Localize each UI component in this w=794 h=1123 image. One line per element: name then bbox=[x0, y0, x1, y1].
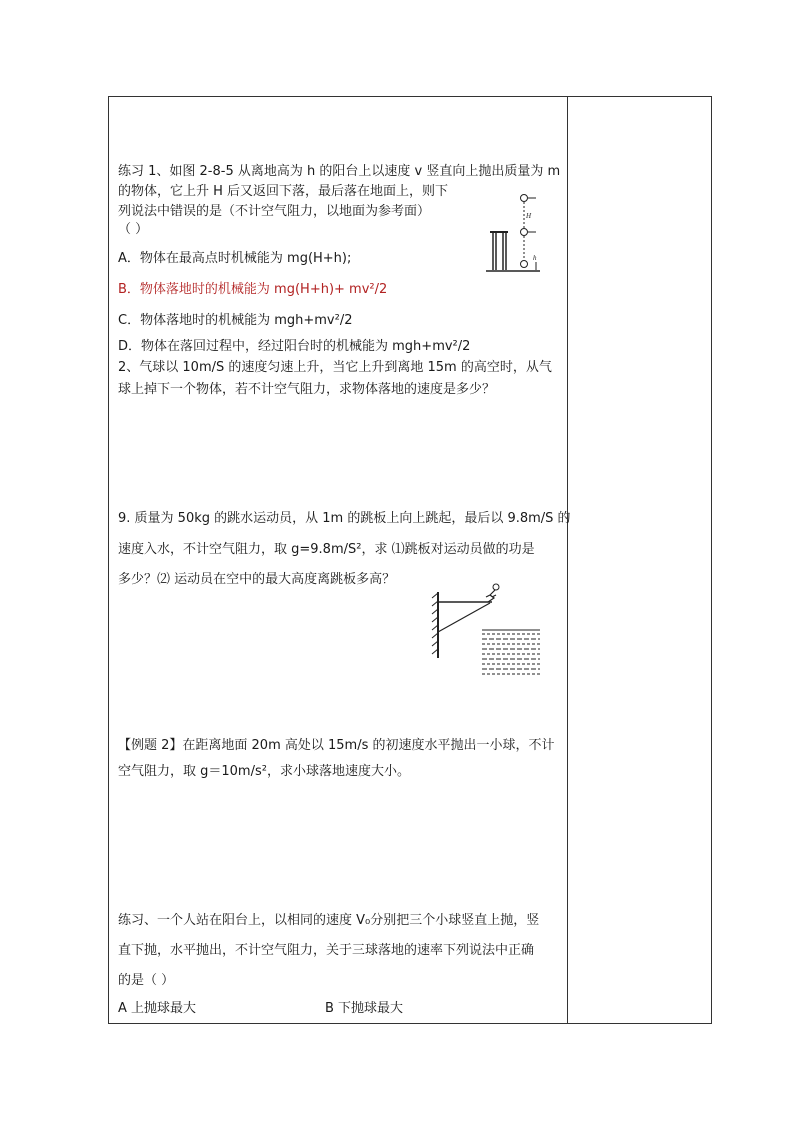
label-h: h bbox=[533, 254, 537, 262]
practice-line2: 直下抛，水平抛出，不计空气阻力，关于三球落地的速率下列说法中正确 bbox=[118, 943, 535, 958]
practice-option-a: A 上抛球最大 bbox=[118, 1001, 197, 1016]
table-frame bbox=[108, 96, 712, 1024]
example2-line1: 【例题 2】在距离地面 20m 高处以 15m/s 的初速度水平抛出一小球，不计 bbox=[118, 738, 555, 753]
exercise1-line3: 列说法中错误的是（不计空气阻力，以地面为参考面） bbox=[118, 204, 431, 219]
exercise1-option-a: A．物体在最高点时机械能为 mg(H+h); bbox=[118, 251, 352, 266]
problem9-line1: 9. 质量为 50kg 的跳水运动员，从 1m 的跳板上向上跳起，最后以 9.8m/S 的 bbox=[118, 511, 571, 526]
exercise1-option-b: B．物体落地时的机械能为 mg(H+h)+ mv²/2 bbox=[118, 282, 388, 297]
exercise1-option-d: D．物体在落回过程中，经过阳台时的机械能为 mgh+mv²/2 bbox=[118, 339, 471, 354]
practice-line1: 练习、一个人站在阳台上，以相同的速度 V₀分别把三个小球竖直上抛，竖 bbox=[118, 913, 540, 928]
exercise1-answer-blank: （ ） bbox=[118, 222, 149, 237]
problem9-line2: 速度入水，不计空气阻力，取 g=9.8m/S²，求 ⑴跳板对运动员做的功是 bbox=[118, 542, 535, 557]
exercise1-option-c: C．物体落地时的机械能为 mgh+mv²/2 bbox=[118, 313, 353, 328]
problem9-line3: 多少？⑵ 运动员在空中的最大高度离跳板多高？ bbox=[118, 572, 396, 587]
exercise1-line1: 练习 1、如图 2-8-5 从离地高为 h 的阳台上以速度 v 竖直向上抛出质量为 m bbox=[118, 164, 561, 179]
label-H: H bbox=[526, 212, 532, 220]
practice-option-b: B 下抛球最大 bbox=[325, 1001, 404, 1016]
problem2-line1: 2、气球以 10m/S 的速度匀速上升，当它上升到离地 15m 的高空时，从气 bbox=[118, 360, 552, 375]
practice-line3: 的是（ ） bbox=[118, 973, 175, 988]
balcony-figure bbox=[484, 188, 544, 274]
problem2-line2: 球上掉下一个物体，若不计空气阻力，求物体落地的速度是多少？ bbox=[118, 382, 496, 397]
diving-board-figure bbox=[430, 582, 545, 682]
column-divider bbox=[567, 96, 568, 1024]
example2-line2: 空气阻力，取 g＝10m/s²，求小球落地速度大小。 bbox=[118, 764, 410, 779]
exercise1-line2: 的物体，它上升 H 后又返回下落，最后落在地面上，则下 bbox=[118, 184, 449, 199]
